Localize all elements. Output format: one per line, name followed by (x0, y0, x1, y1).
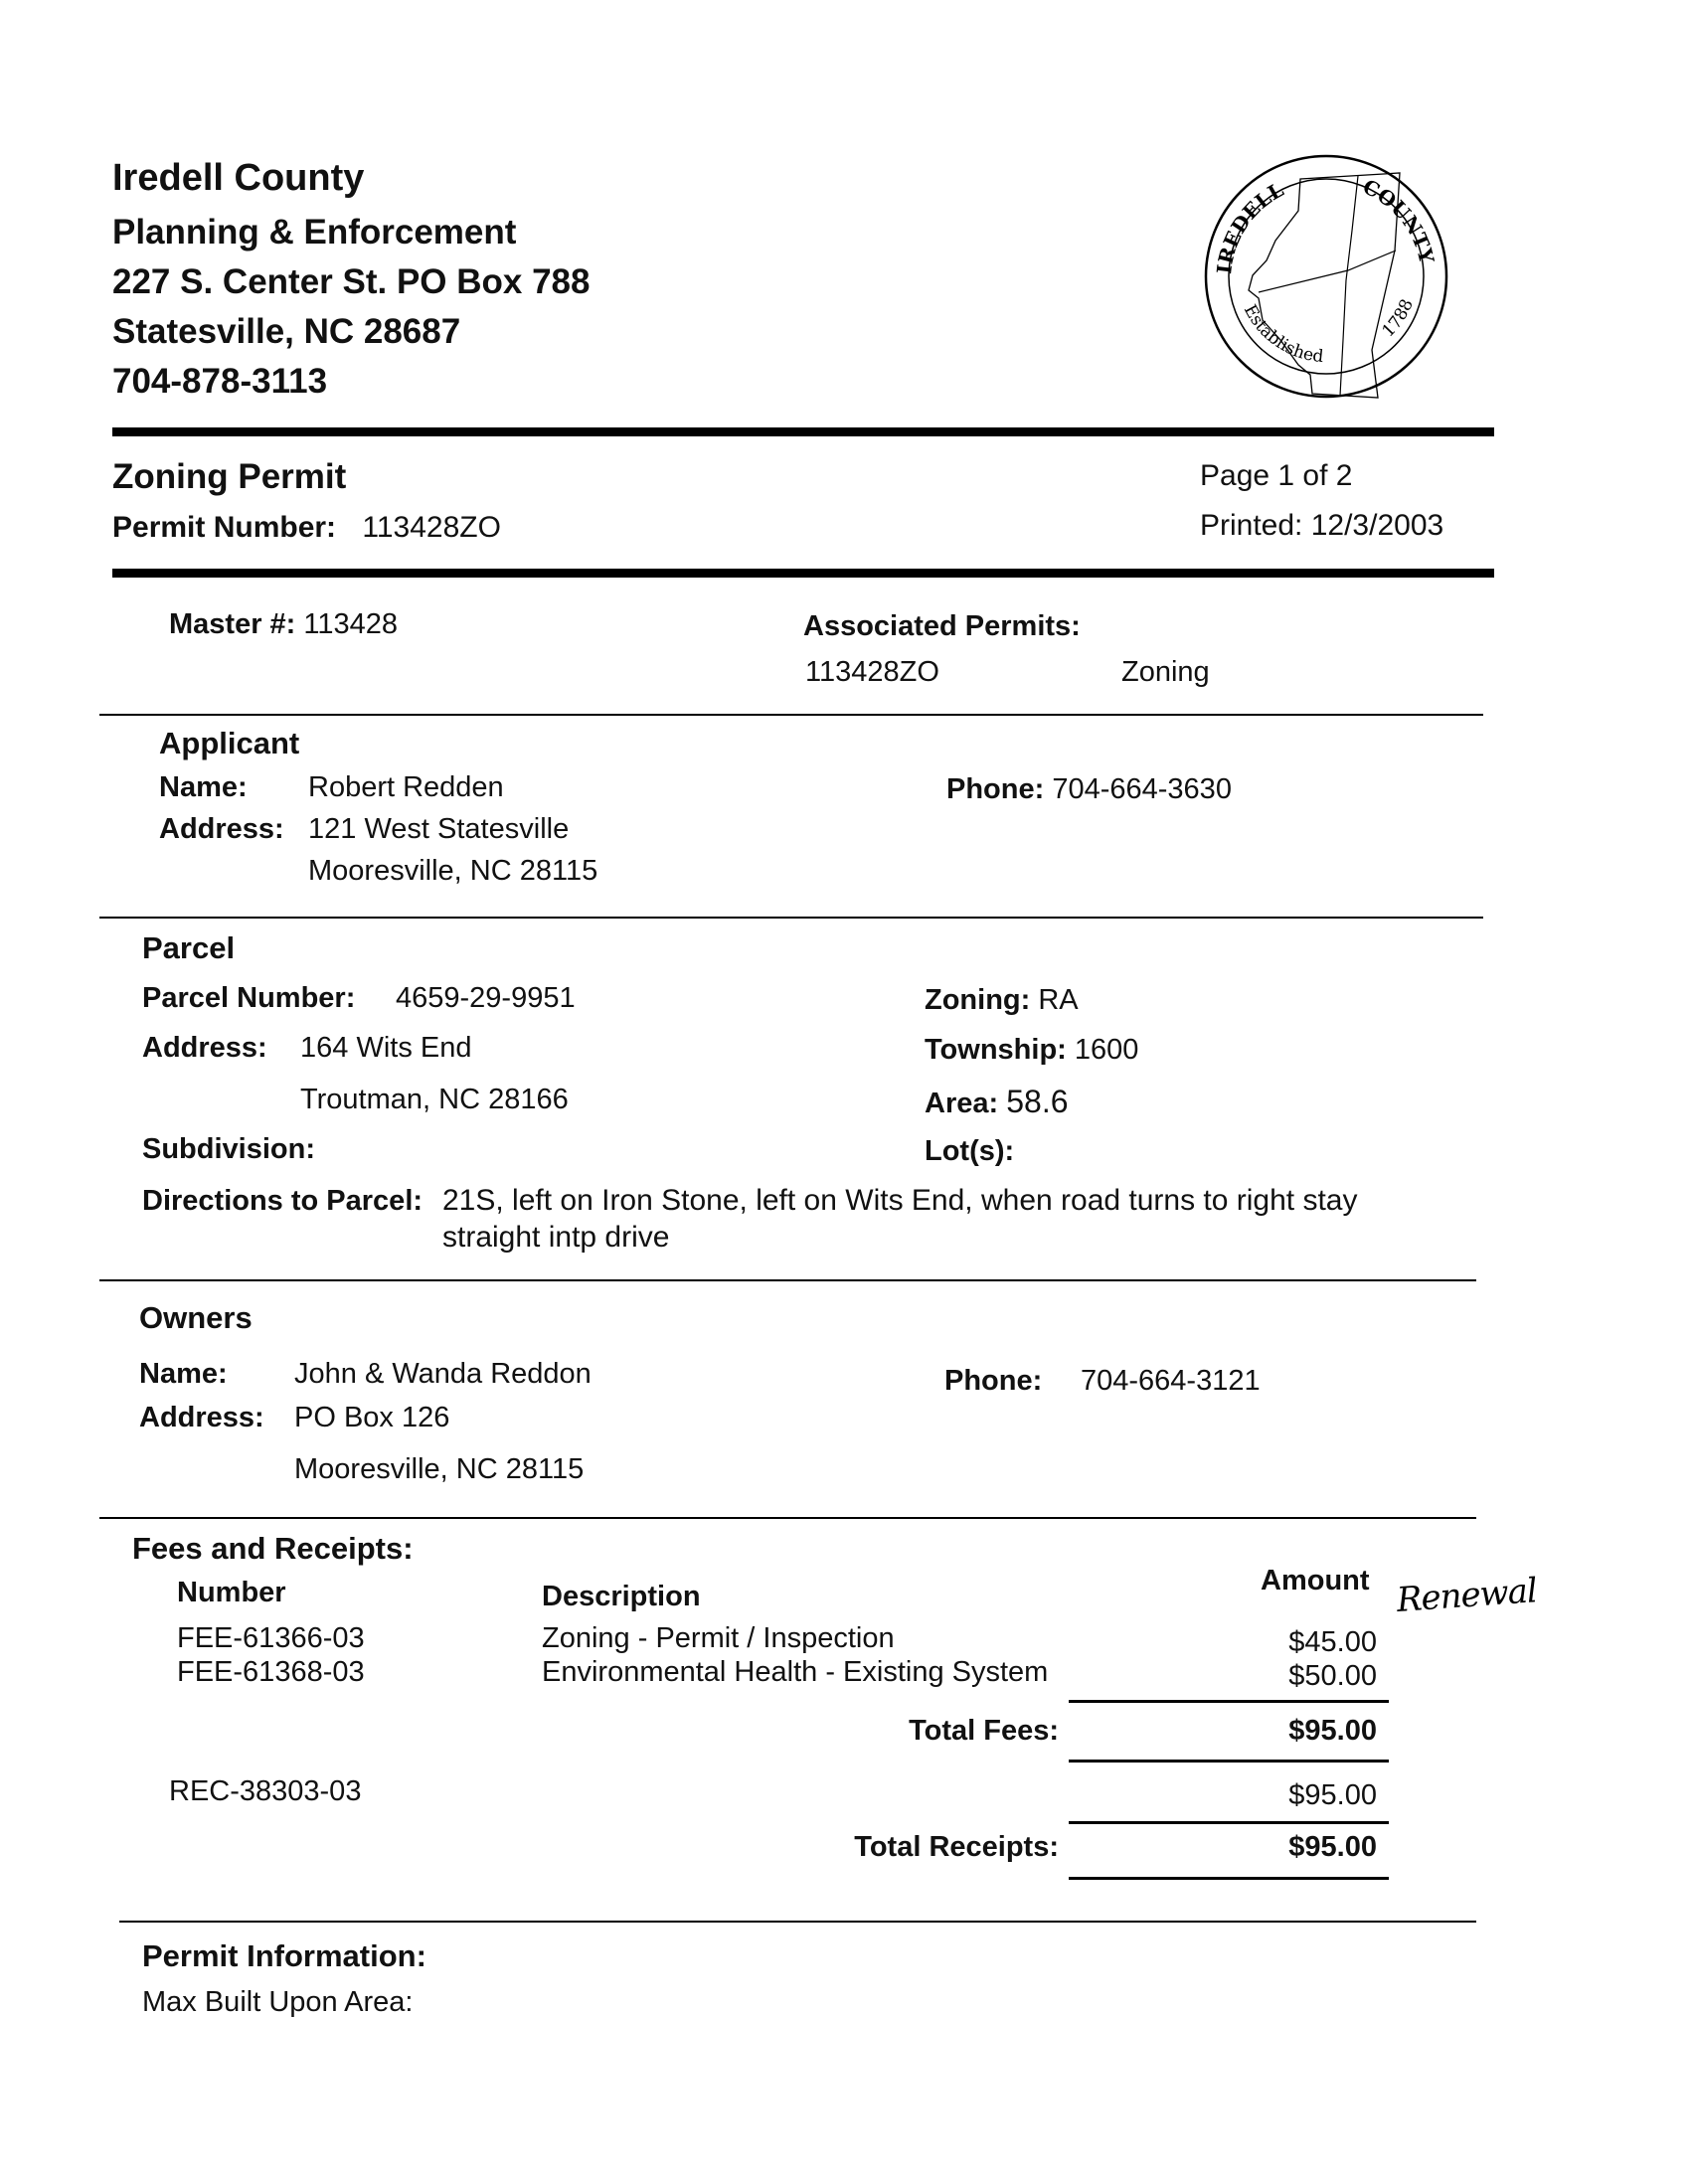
area-value: 58.6 (1006, 1084, 1069, 1119)
applicant-address-line1: 121 West Statesville (308, 813, 570, 845)
area-label: Area: (925, 1088, 999, 1119)
directions-line2: straight intp drive (442, 1221, 670, 1254)
permit-divider (112, 569, 1494, 578)
lots-label: Lot(s): (925, 1135, 1015, 1167)
applicant-name: Robert Redden (308, 771, 504, 803)
page-indicator: Page 1 of 2 (1200, 459, 1353, 492)
parcel-number: 4659-29-9951 (396, 982, 576, 1014)
receipt-amount: $95.00 (1288, 1779, 1377, 1811)
fee-amount: $45.00 (1288, 1626, 1377, 1658)
township-label: Township: (925, 1034, 1067, 1066)
total-fees-label: Total Fees: (909, 1715, 1059, 1747)
master-row (169, 608, 398, 641)
owner-address-line2: Mooresville, NC 28115 (294, 1453, 585, 1485)
directions-label: Directions to Parcel: (142, 1185, 424, 1217)
parcel-address-label: Address: (142, 1032, 267, 1064)
fees-col-amount: Amount (1261, 1565, 1370, 1596)
fee-number: FEE-61368-03 (177, 1656, 365, 1688)
area-row (925, 1084, 1069, 1120)
section-divider (99, 1279, 1476, 1281)
owner-phone: 704-664-3121 (1081, 1365, 1261, 1397)
master-label: Master #: (169, 608, 296, 640)
printed-date: Printed: 12/3/2003 (1200, 509, 1444, 542)
applicant-heading: Applicant (159, 726, 300, 760)
fees-col-number: Number (177, 1577, 286, 1608)
fees-col-description: Description (542, 1581, 701, 1612)
owner-address-label: Address: (139, 1402, 264, 1433)
applicant-phone: 704-664-3630 (1052, 773, 1232, 805)
owner-phone-label: Phone: (944, 1365, 1043, 1397)
fee-description: Environmental Health - Existing System (542, 1656, 1049, 1688)
county-seal-logo (1201, 151, 1451, 402)
section-divider (99, 1517, 1476, 1519)
owner-name-label: Name: (139, 1358, 228, 1390)
permit-number-label: Permit Number: (112, 511, 337, 544)
handwritten-note-renewal: Renewal (1395, 1571, 1539, 1620)
township-row (925, 1034, 1138, 1067)
total-receipts-label: Total Receipts: (854, 1831, 1059, 1863)
section-divider (99, 917, 1483, 919)
section-divider (99, 714, 1483, 716)
parcel-heading: Parcel (142, 930, 236, 965)
permit-number-row (112, 511, 501, 545)
applicant-name-label: Name: (159, 771, 248, 803)
applicant-phone-label: Phone: (946, 773, 1045, 805)
associated-permit-type: Zoning (1121, 656, 1210, 688)
parcel-address-line1: 164 Wits End (300, 1032, 472, 1064)
agency-phone: 704-878-3113 (112, 362, 328, 401)
fee-amount: $50.00 (1288, 1660, 1377, 1692)
total-fees-rule-bottom (1069, 1760, 1389, 1763)
owner-name: John & Wanda Reddon (294, 1358, 592, 1390)
subdivision-label: Subdivision: (142, 1133, 315, 1165)
associated-permit-number: 113428ZO (805, 656, 939, 688)
agency-street: 227 S. Center St. PO Box 788 (112, 262, 591, 301)
directions-line1: 21S, left on Iron Stone, left on Wits End, when road turns to right stay (442, 1184, 1358, 1217)
department-name: Planning & Enforcement (112, 213, 517, 252)
total-receipts-amount: $95.00 (1288, 1831, 1377, 1863)
fee-description: Zoning - Permit / Inspection (542, 1622, 895, 1654)
max-built-upon-area-label: Max Built Upon Area: (142, 1986, 414, 2018)
master-number: 113428 (303, 608, 399, 640)
seal-text-top: IREDELL (1212, 177, 1288, 275)
zoning-row (925, 984, 1079, 1017)
applicant-address-line2: Mooresville, NC 28115 (308, 855, 598, 887)
owners-heading: Owners (139, 1300, 253, 1335)
parcel-number-label: Parcel Number: (142, 982, 356, 1014)
applicant-phone-row (946, 773, 1232, 806)
owner-address-line1: PO Box 126 (294, 1402, 450, 1433)
total-receipts-rule-top (1069, 1821, 1389, 1824)
agency-city: Statesville, NC 28687 (112, 312, 461, 351)
zoning-label: Zoning: (925, 984, 1031, 1016)
township-value: 1600 (1074, 1034, 1139, 1066)
total-fees-amount: $95.00 (1288, 1715, 1377, 1747)
applicant-address-label: Address: (159, 813, 284, 845)
county-name: Iredell County (112, 157, 365, 199)
fee-number: FEE-61366-03 (177, 1622, 365, 1654)
total-fees-rule-top (1069, 1700, 1389, 1703)
seal-text-right: COUNTY (1359, 174, 1440, 266)
total-receipts-rule-bottom (1069, 1877, 1389, 1880)
zoning-value: RA (1038, 984, 1079, 1016)
permit-info-heading: Permit Information: (142, 1938, 426, 1973)
receipt-number: REC-38303-03 (169, 1775, 362, 1807)
section-divider (119, 1921, 1476, 1923)
parcel-address-line2: Troutman, NC 28166 (300, 1084, 569, 1115)
permit-title: Zoning Permit (112, 457, 347, 496)
associated-permits-label: Associated Permits: (803, 610, 1081, 642)
seal-year: 1788 (1378, 296, 1418, 342)
seal-text-bottom: Established (1239, 301, 1325, 368)
fees-heading: Fees and Receipts: (132, 1531, 414, 1566)
header-divider (112, 427, 1494, 436)
permit-number: 113428ZO (362, 511, 501, 544)
